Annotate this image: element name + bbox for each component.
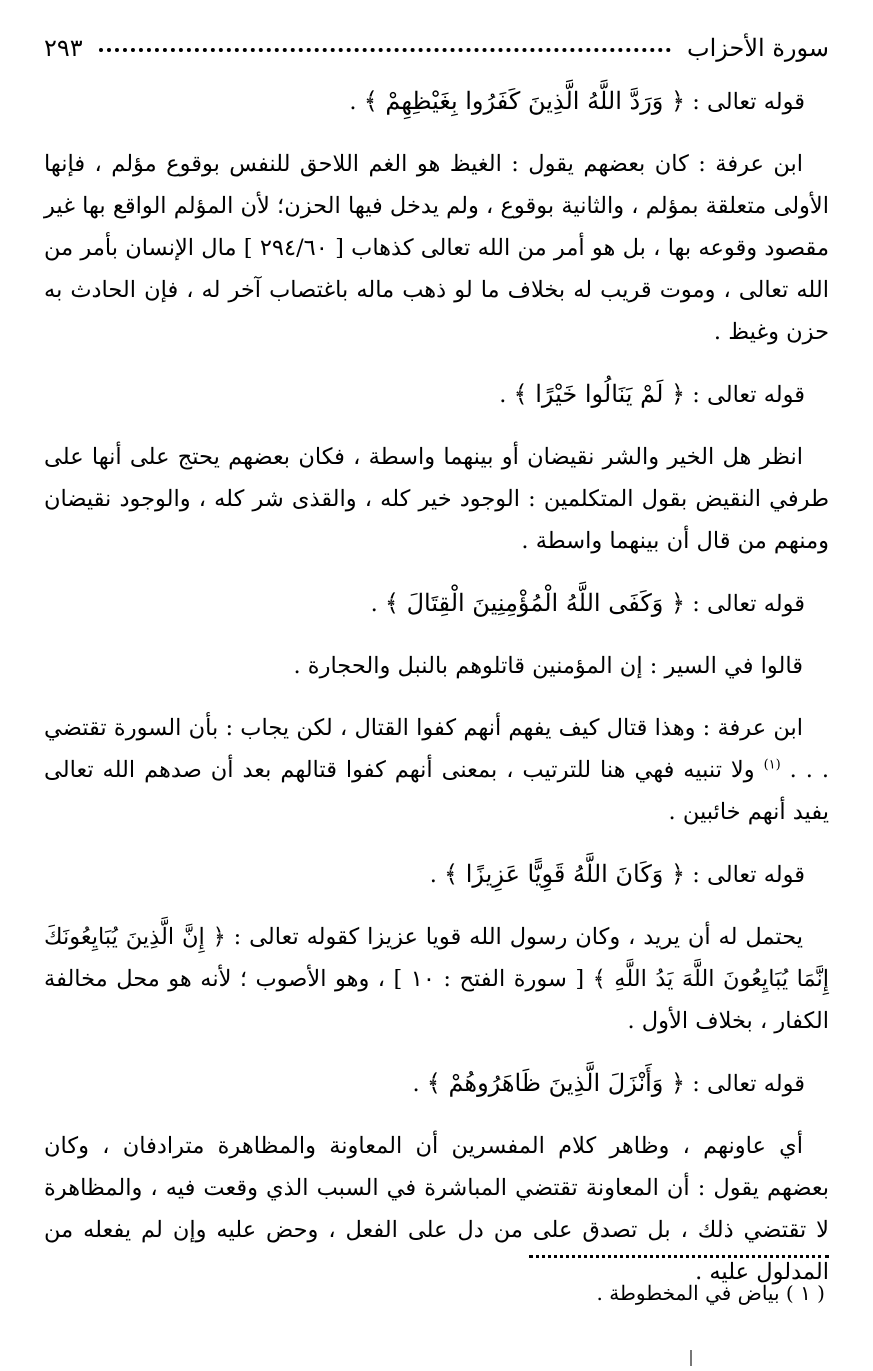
page-header <box>44 26 829 70</box>
verse-end: . <box>412 1071 420 1097</box>
paragraph-text: ابن عرفة : وهذا قتال كيف يفهم أنهم كفوا القتال ، لكن يجاب : بأن السورة تقتضي . . . <box>44 715 830 783</box>
verse-heading <box>44 80 829 123</box>
quran-verse: ﴿ لَمْ يَنَالُوا خَيْرًا ﴾ <box>513 380 686 408</box>
paragraph-text: ولا تنبيه فهي هنا للترتيب ، بمعنى أنهم كفوا قتالهم بعد أن صدهم الله تعالى يفيد أنهم خائبين . <box>44 757 829 825</box>
quran-verse: ﴿ وَرَدَّ اللَّهُ الَّذِينَ كَفَرُوا بِغَيْظِهِمْ ﴾ <box>363 87 686 115</box>
page-body <box>44 74 829 1313</box>
verse-heading <box>44 582 829 625</box>
verse-intro: قوله تعالى : <box>692 1071 805 1097</box>
commentary-paragraph: يحتمل له أن يريد ، وكان رسول الله قويا عزيزا كقوله تعالى : ﴿ إِنَّ الَّذِينَ يُبَايِعُونَكَ إِنَّمَا يُبَايِعُونَ اللَّهَ يَدُ اللَّهِ ﴾ [ سورة الفتح : ١٠ ] ، وهو الأصوب ؛ لأنه هو محل مخالفة الكفار ، بخلاف الأول . <box>44 924 829 1034</box>
commentary-paragraph-with-footnote <box>44 707 829 833</box>
footnote <box>44 1276 825 1310</box>
verse-intro: قوله تعالى : <box>692 591 805 617</box>
verse-heading <box>44 373 829 416</box>
quran-verse: ﴿ وَأَنْزَلَ الَّذِينَ ظَاهَرُوهُمْ ﴾ <box>426 1069 686 1097</box>
verse-end: . <box>429 862 437 888</box>
verse-intro: قوله تعالى : <box>692 862 805 888</box>
verse-heading <box>44 1062 829 1105</box>
verse-intro: قوله تعالى : <box>692 382 805 408</box>
verse-heading <box>44 853 829 896</box>
page-number: ٢٩٣ <box>44 34 83 62</box>
header-dotted-rule <box>99 48 671 52</box>
verse-end: . <box>499 382 507 408</box>
quran-verse: ﴿ وَكَانَ اللَّهُ قَوِيًّا عَزِيزًا ﴾ <box>444 860 686 888</box>
commentary-paragraph: أي عاونهم ، وظاهر كلام المفسرين أن المعاونة والمظاهرة مترادفان ، وكان بعضهم يقول : أن المعاونة تقتضي المباشرة في السبب الذي وقعت فيه ، والمظاهرة لا تقتضي ذلك ، بل تصدق على من دل على الفعل ، وحض عليه وإن لم يفعله من المدلول عليه . <box>44 1133 829 1285</box>
surah-title: سورة الأحزاب <box>687 34 829 62</box>
commentary-paragraph: ابن عرفة : كان بعضهم يقول : الغيظ هو الغم اللاحق للنفس بوقوع مؤلم ، فإنها الأولى متعلقة بمؤلم ، والثانية بوقوع ، ولم يدخل فيها الحزن؛ لأن المؤلم الواقع بها غير مقصود وقوعه بها ، بل هو أمر من الله تعالى كذهاب [ ٢٩٤/٦٠ ] مال الإنسان بأمر من الله تعالى ، وموت قريب له بخلاف ما لو ذهب ماله باغتصاب آخر له ، فإن الحادث به حزن وغيظ . <box>44 151 829 345</box>
footnote-marker: ( ١ ) <box>785 1281 825 1305</box>
footnote-reference[interactable]: (١) <box>763 757 781 773</box>
commentary-paragraph: قالوا في السير : إن المؤمنين قاتلوهم بالنبل والحجارة . <box>293 653 803 679</box>
verse-end: . <box>370 591 378 617</box>
verse-intro: قوله تعالى : <box>692 89 805 115</box>
verse-end: . <box>349 89 357 115</box>
footnote-text: بياض في المخطوطة . <box>596 1281 780 1305</box>
quran-verse: ﴿ وَكَفَى اللَّهُ الْمُؤْمِنِينَ الْقِتَالَ ﴾ <box>384 589 686 617</box>
scan-mark <box>690 1350 692 1366</box>
commentary-paragraph: انظر هل الخير والشر نقيضان أو بينهما واسطة ، فكان بعضهم يحتج على أنها على طرفي النقيض بقول المتكلمين : الوجود خير كله ، والقذى شر كله ، والوجود نقيضان ومنهم من قال أن بينهما واسطة . <box>44 444 829 554</box>
footnote-separator <box>529 1255 829 1258</box>
